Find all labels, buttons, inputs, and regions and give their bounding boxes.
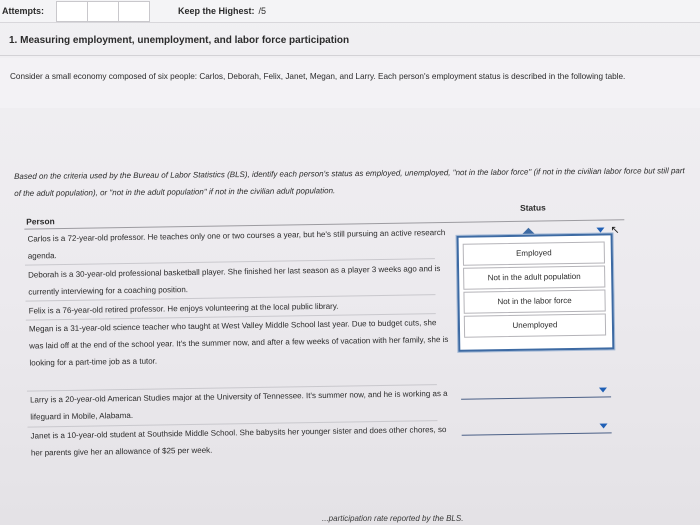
keep-highest-text: Keep the Highest: bbox=[178, 6, 255, 16]
instructions-text: Based on the criteria used by the Bureau of Labor Statistics (BLS), identify each person's status as employed, unemployed, "not in the labor force" (if not in the civilian labor force but still part of the adult population), or "not in the adult population" if not in the civilian adult population. bbox=[14, 166, 685, 198]
question-title: 1. Measuring employment, unemployment, and labor force participation bbox=[9, 35, 350, 46]
column-header-status: Status bbox=[520, 202, 546, 213]
option-unemployed[interactable]: Unemployed bbox=[464, 313, 606, 337]
table-row-larry: Larry is a 20-year-old American Studies major at the University of Tennessee. It's summer now, and he is working as a lifeguard in Mobile, Alabama. bbox=[29, 388, 448, 422]
table-row-megan: Megan is a 31-year-old science teacher who taught at West Valley Middle School last year. Due to budget cuts, she was laid off at the end of the school year. It's the summer now, and after a few weeks of vacation with her family, she is looking for a part-time job as a tutor. bbox=[28, 318, 449, 368]
column-header-person: Person bbox=[26, 216, 55, 227]
attempt-box bbox=[87, 1, 119, 22]
option-employed[interactable]: Employed bbox=[463, 242, 605, 266]
status-options-menu bbox=[457, 233, 615, 351]
divider bbox=[0, 55, 700, 56]
option-not-in-labor-force[interactable]: Not in the labor force bbox=[463, 290, 605, 314]
chevron-down-icon bbox=[596, 228, 604, 233]
intro-text: Consider a small economy composed of six people: Carlos, Deborah, Felix, Janet, Megan, and Larry. Each person's employment status is described in the following table. bbox=[10, 72, 626, 81]
attempts-label: Attempts: bbox=[2, 6, 44, 16]
table-row-janet: Janet is a 10-year-old student at Southside Middle School. She babysits her younger sister and does other chores, so her parents give her an allowance of $25 per week. bbox=[30, 425, 447, 458]
divider bbox=[0, 22, 700, 23]
attempt-boxes bbox=[56, 1, 149, 22]
intro-panel bbox=[0, 58, 700, 108]
chevron-down-icon bbox=[600, 423, 608, 428]
table-row-felix: Felix is a 76-year-old retired professor. He enjoys volunteering at the local public library. bbox=[28, 301, 339, 316]
chevron-down-icon bbox=[599, 387, 607, 392]
status-dropdown-larry[interactable] bbox=[461, 385, 611, 399]
option-not-in-adult-population[interactable]: Not in the adult population bbox=[463, 266, 605, 290]
attempt-box bbox=[56, 1, 88, 22]
mouse-pointer-icon: ↖ bbox=[610, 224, 620, 237]
table-row-deborah: Deborah is a 30-year-old professional basketball player. She finished her last season as a player 3 weeks ago and is currently interviewing for a coaching position. bbox=[28, 264, 441, 297]
keep-highest-score: /5 bbox=[258, 6, 267, 16]
status-dropdown-janet[interactable] bbox=[461, 421, 611, 435]
status-table bbox=[0, 194, 700, 525]
footer-text-fragment: ...participation rate reported by the BLS. bbox=[322, 514, 464, 523]
table-row-carlos: Carlos is a 72-year-old professor. He teaches only one or two courses a year, but he's still pursuing an active research agenda. bbox=[27, 228, 446, 261]
attempt-box bbox=[118, 1, 150, 22]
attempts-bar bbox=[0, 0, 700, 22]
dropdown-underline bbox=[461, 396, 611, 399]
dropdown-underline bbox=[462, 432, 612, 435]
keep-highest-label bbox=[178, 6, 266, 16]
